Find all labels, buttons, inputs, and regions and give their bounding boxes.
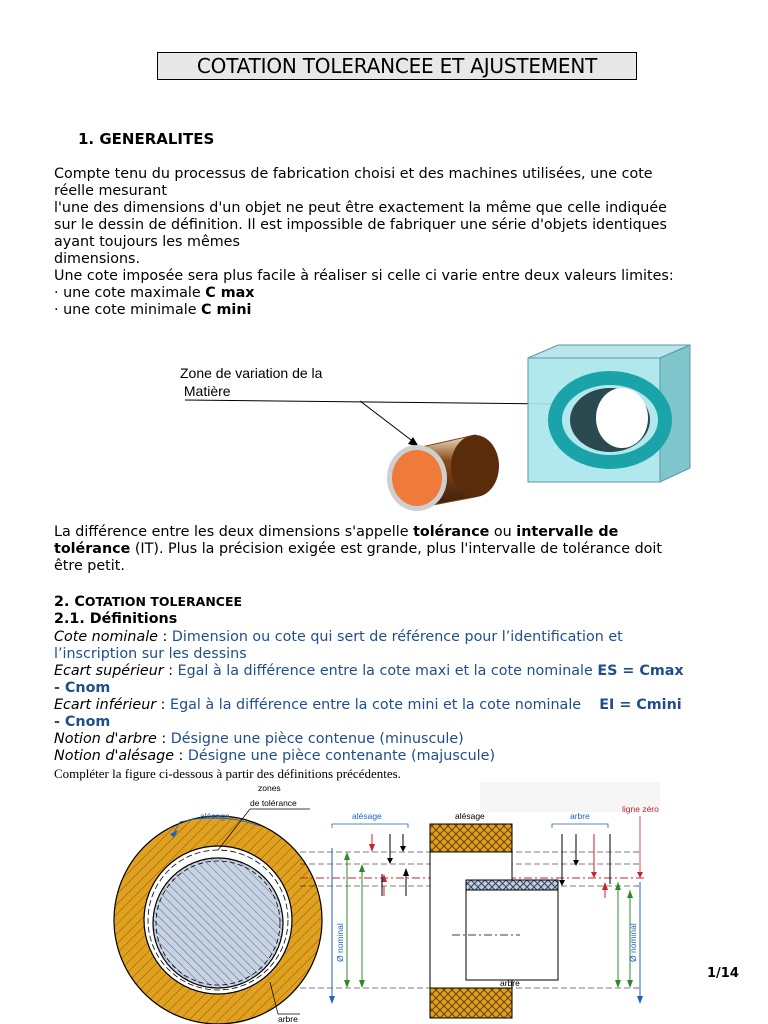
label-arbre-right: arbre <box>570 811 590 821</box>
tolerance-zones-figure <box>100 782 660 1024</box>
arrow-head <box>591 872 597 878</box>
definition-cote-nominale-cont: l’inscription sur les dessins <box>54 646 247 662</box>
label-zones: zones <box>258 783 281 793</box>
label-arbre-section: arbre <box>500 978 520 988</box>
arrow-head <box>637 872 643 878</box>
text-line: Compte tenu du processus de fabrication choisi et des machines utilisées, une cote <box>54 166 653 182</box>
bore-shaft-section <box>114 816 322 1024</box>
text-line: dimensions. <box>54 251 141 267</box>
leader-line <box>360 401 415 443</box>
definition-alesage: Notion d'alésage : Désigne une pièce contenante (majuscule) <box>54 748 496 764</box>
material-variation-figure <box>170 340 710 515</box>
arrow-head <box>403 868 409 876</box>
page-title: COTATION TOLERANCEE ET AJUSTEMENT <box>157 52 637 80</box>
definition-cote-nominale: Cote nominale : Dimension ou cote qui sert de référence pour l’identification et <box>54 629 623 645</box>
definitions-list <box>54 629 744 765</box>
text-line: Une cote imposée sera plus facile à réaliser si celle ci varie entre deux valeurs limites: <box>54 268 674 284</box>
arrow-head <box>400 846 406 852</box>
bore-block <box>528 345 690 482</box>
section-1-text <box>54 166 734 319</box>
definition-arbre: Notion d'arbre : Désigne une pièce contenue (minuscule) <box>54 731 464 747</box>
text-line: sur le dessin de définition. Il est impossible de fabriquer une série d'objets identiques <box>54 217 667 233</box>
instruction-text: Compléter la figure ci-dessous à partir des définitions précédentes. <box>54 766 401 781</box>
page-number: 1/14 <box>707 966 739 981</box>
arrow-head <box>359 864 365 872</box>
text-line: ayant toujours les mêmes <box>54 234 240 250</box>
arrow-head <box>627 890 633 898</box>
label-nominal-left: Ø nominal <box>335 923 345 962</box>
arrow-head <box>387 858 393 864</box>
figure-label-line-2: Matière <box>180 383 231 399</box>
arrow-head <box>344 980 350 988</box>
arrow-head <box>559 880 565 886</box>
arrow-head <box>329 996 335 1004</box>
text-line: réelle mesurant <box>54 183 167 199</box>
label-alesage-left: alésage <box>200 811 230 821</box>
arrow-head <box>573 860 579 866</box>
tolerance-paragraph: La différence entre les deux dimensions s'appelle tolérance ou intervalle de tolérance (IT). Plus la précision exigée est grande, plus l'intervalle de tolérance doit être petit. <box>54 524 662 574</box>
text-line: l'une des dimensions d'un objet ne peut être exactement la même que celle indiquée <box>54 200 667 216</box>
section-2-heading: 2. COTATION TOLERANCEE <box>54 594 243 610</box>
label-arbre-bottom: arbre <box>278 1014 298 1024</box>
definition-ecart-inferieur: Ecart inférieur : Egal à la différence entre la cote mini et la cote nominale EI = Cmini <box>54 697 682 713</box>
formula-cont: - Cnom <box>54 680 111 696</box>
bullet-cmax: · une cote maximale C max <box>54 285 255 301</box>
label-alesage-section: alésage <box>455 811 485 821</box>
arrow-head <box>344 852 350 860</box>
label-alesage-mid: alésage <box>352 811 382 821</box>
label-nominal-right: Ø nominal <box>628 923 638 962</box>
label-de-tolerance: de tolérance <box>250 798 297 808</box>
arrow-head <box>369 844 375 852</box>
formula-cont: - Cnom <box>54 714 111 730</box>
definition-ecart-superieur: Ecart supérieur : Egal à la différence entre la cote maxi et la cote nominale ES = Cmax <box>54 663 684 679</box>
shaft-tube <box>387 435 499 511</box>
section-1-heading: 1. GENERALITES <box>78 130 215 148</box>
arrow-head <box>359 980 365 988</box>
arbre-brace <box>552 824 608 828</box>
definitions-subheading: 2.1. Définitions <box>54 611 178 627</box>
arrow-head <box>627 980 633 988</box>
figure-label-line-1: Zone de variation de la <box>180 365 323 381</box>
arrow-head <box>637 996 643 1004</box>
arrow-head <box>615 980 621 988</box>
leader-line <box>185 400 558 404</box>
alesage-brace <box>332 824 408 828</box>
longitudinal-section <box>430 824 558 1018</box>
bullet-cmini: · une cote minimale C mini <box>54 302 252 318</box>
label-ligne-zero: ligne zéro <box>622 804 659 814</box>
